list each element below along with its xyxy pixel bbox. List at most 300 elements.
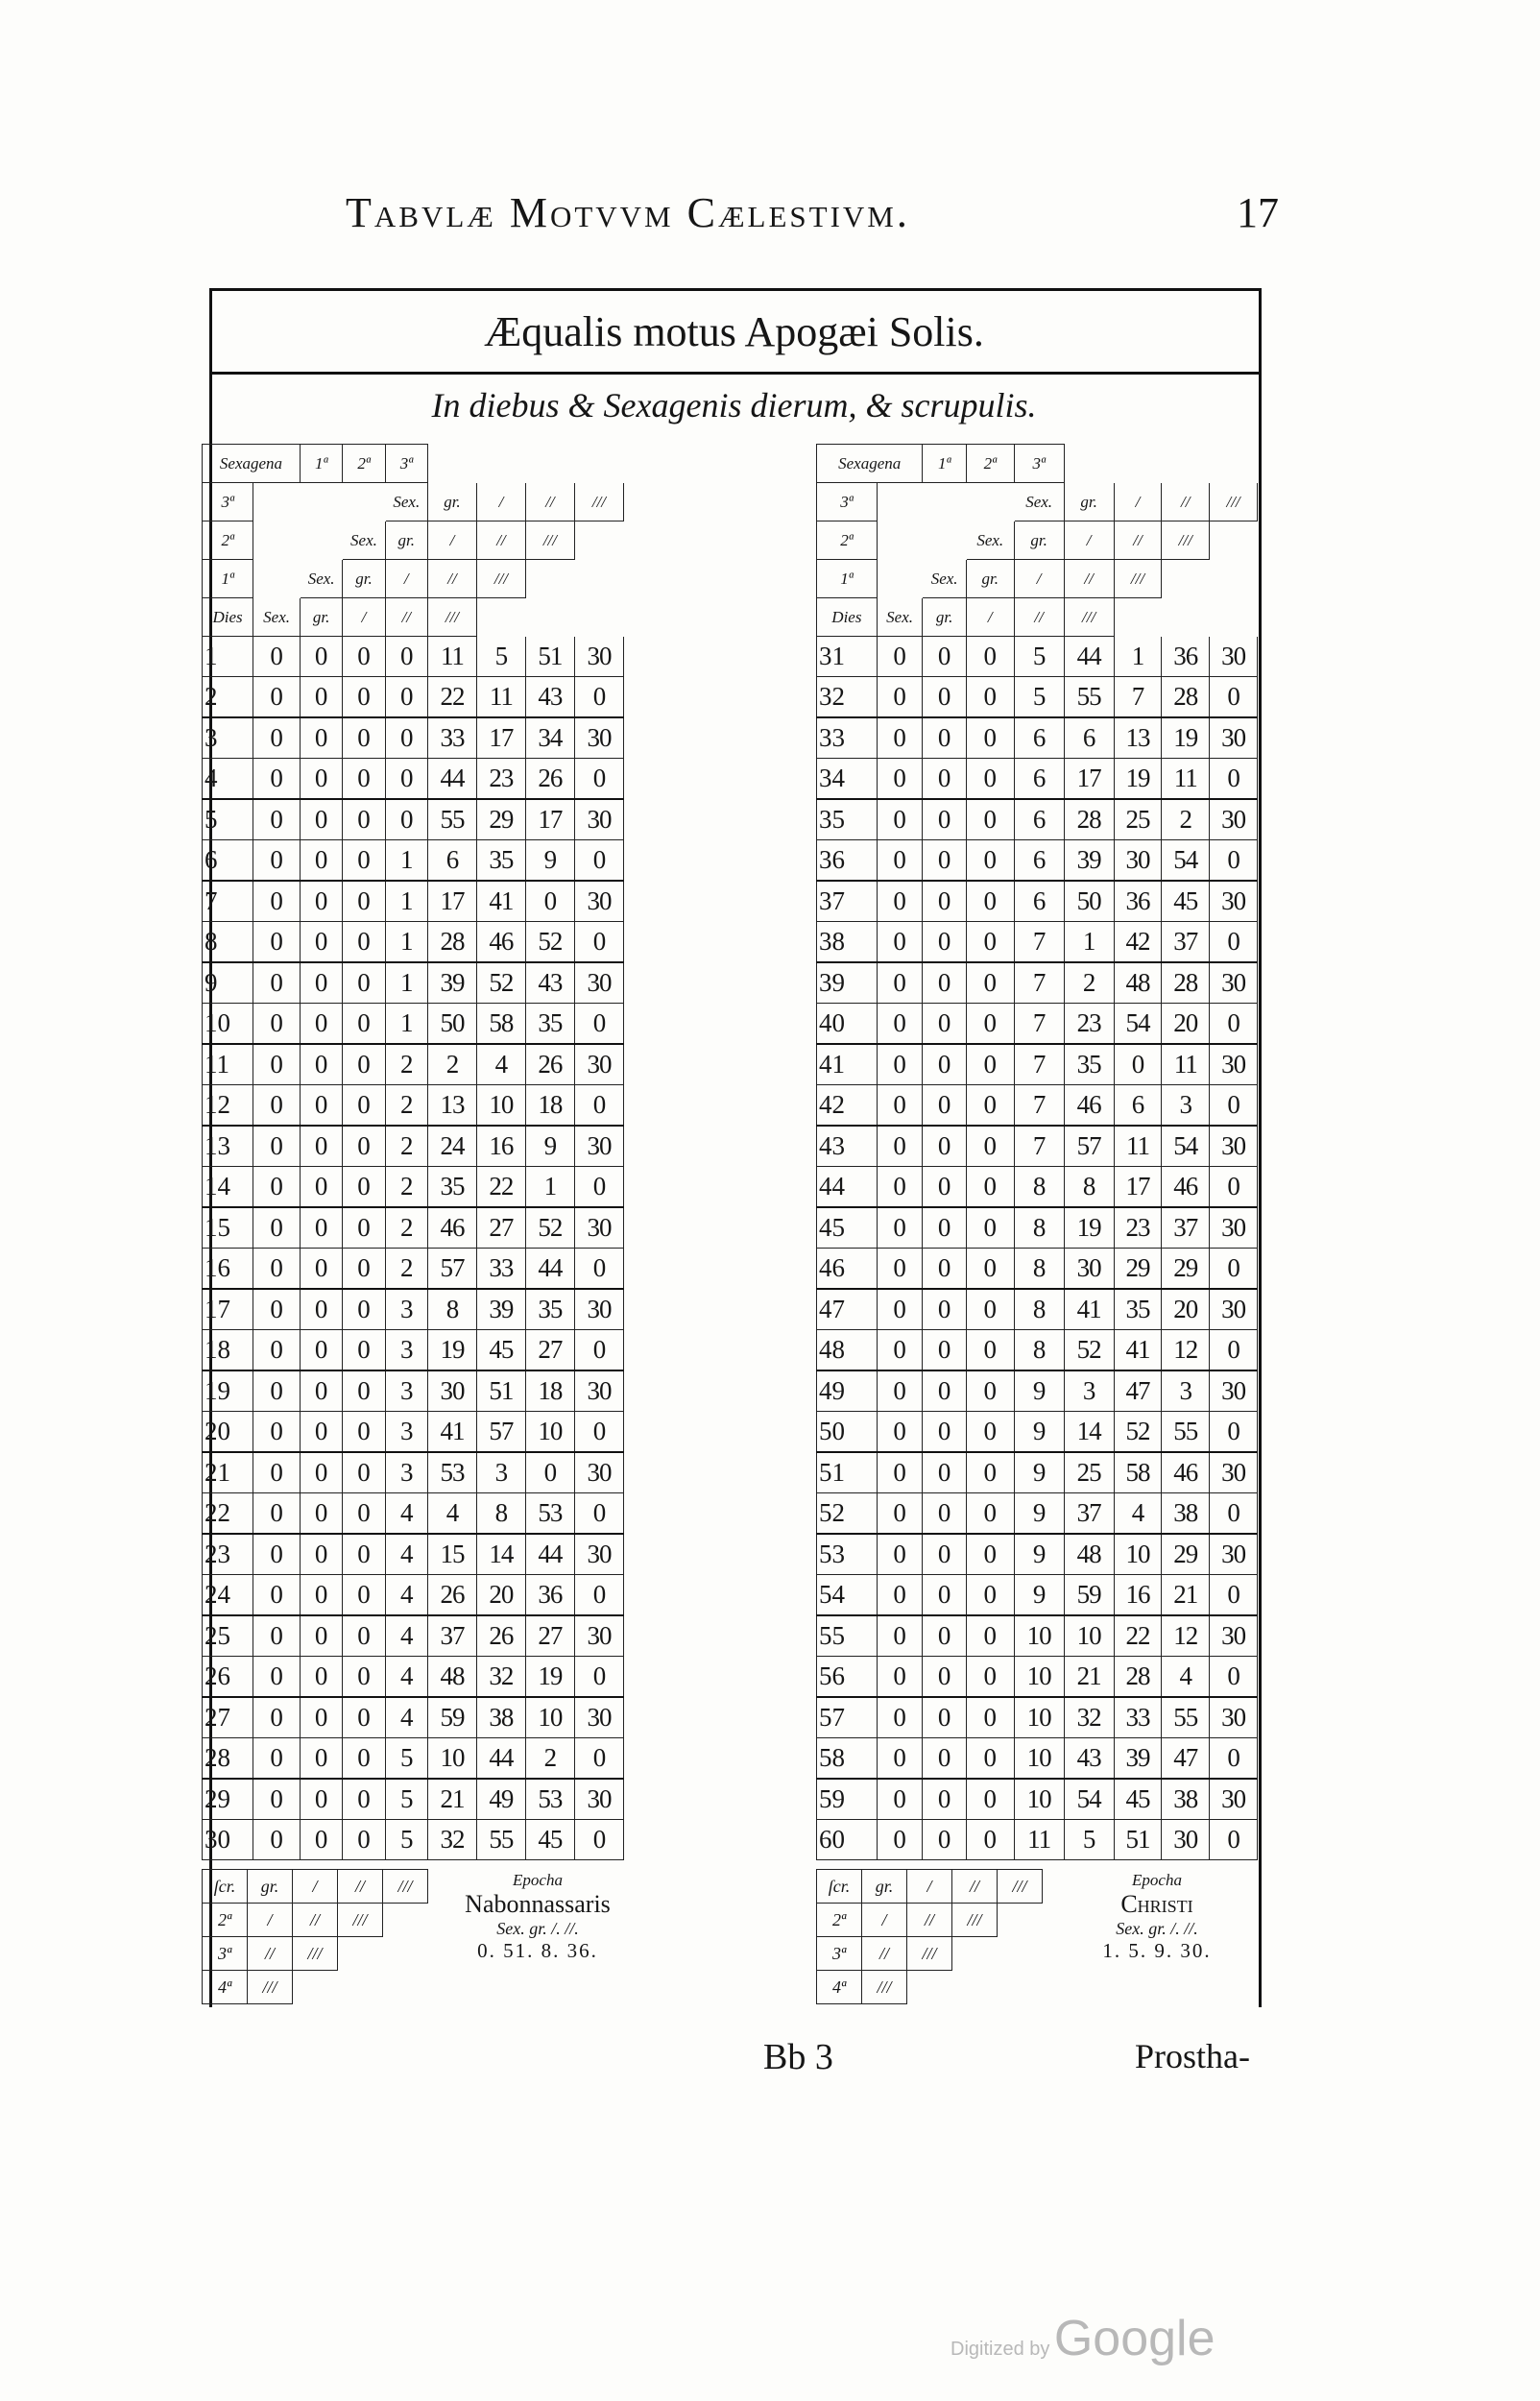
value-cell: 29	[1162, 1249, 1210, 1290]
value-cell: 0	[1210, 1330, 1258, 1371]
header-m2: //	[1114, 521, 1162, 560]
header-row-2: 2ª	[817, 521, 878, 560]
value-cell: 47	[1114, 1370, 1162, 1412]
day-cell: 28	[203, 1738, 253, 1780]
value-cell: 1	[385, 962, 427, 1004]
value-cell: 8	[1014, 1330, 1064, 1371]
right-table-body	[817, 637, 1258, 1860]
watermark-prefix: Digitized by	[950, 2339, 1050, 2360]
header-m3: ///	[427, 598, 476, 637]
value-cell: 0	[877, 1085, 923, 1127]
day-cell: 48	[817, 1330, 878, 1371]
value-cell: 4	[385, 1493, 427, 1535]
value-cell: 0	[574, 1167, 623, 1208]
value-cell: 6	[1014, 759, 1064, 800]
value-cell: 3	[385, 1452, 427, 1493]
footer-gr: gr.	[862, 1870, 907, 1904]
value-cell: 52	[1114, 1412, 1162, 1453]
value-cell: 2	[385, 1085, 427, 1127]
value-cell: 5	[1014, 677, 1064, 718]
header-blank	[253, 521, 343, 560]
day-cell: 54	[817, 1575, 878, 1616]
header-sex: Sex.	[1014, 483, 1064, 521]
table-row	[817, 1249, 1258, 1290]
value-cell: 10	[1014, 1779, 1064, 1820]
value-cell: 0	[1210, 759, 1258, 800]
header-m1: /	[1014, 560, 1064, 598]
value-cell: 39	[1114, 1738, 1162, 1780]
value-cell: 0	[1210, 677, 1258, 718]
value-cell: 0	[923, 1575, 966, 1616]
day-cell: 46	[817, 1249, 878, 1290]
header-sex: Sex.	[877, 598, 923, 637]
value-cell: 26	[525, 759, 574, 800]
header-m2: //	[476, 521, 525, 560]
value-cell: 44	[525, 1249, 574, 1290]
header-m1: /	[966, 598, 1014, 637]
day-cell: 42	[817, 1085, 878, 1127]
day-cell: 27	[203, 1697, 253, 1738]
table-row	[203, 1370, 624, 1412]
value-cell: 52	[525, 1207, 574, 1249]
value-cell: 0	[877, 1657, 923, 1698]
value-cell: 0	[343, 1412, 385, 1453]
value-cell: 23	[1114, 1207, 1162, 1249]
value-cell: 4	[385, 1615, 427, 1657]
value-cell: 30	[574, 962, 623, 1004]
value-cell: 30	[1210, 1615, 1258, 1657]
footer-m2: //	[952, 1870, 998, 1904]
value-cell: 9	[1014, 1370, 1064, 1412]
value-cell: 0	[300, 1207, 342, 1249]
value-cell: 0	[343, 1820, 385, 1860]
value-cell: 2	[385, 1249, 427, 1290]
footer-m1: /	[862, 1904, 907, 1937]
header-sex: Sex.	[300, 560, 342, 598]
value-cell: 58	[476, 1004, 525, 1045]
value-cell: 45	[476, 1330, 525, 1371]
value-cell: 36	[1162, 637, 1210, 677]
value-cell: 9	[1014, 1493, 1064, 1535]
value-cell: 0	[300, 1534, 342, 1575]
value-cell: 0	[343, 1493, 385, 1535]
value-cell: 46	[1162, 1452, 1210, 1493]
value-cell: 30	[1210, 1126, 1258, 1167]
value-cell: 37	[1064, 1493, 1114, 1535]
value-cell: 30	[574, 1126, 623, 1167]
value-cell: 52	[476, 962, 525, 1004]
value-cell: 19	[525, 1657, 574, 1698]
value-cell: 0	[300, 799, 342, 840]
day-cell: 10	[203, 1004, 253, 1045]
value-cell: 30	[574, 1370, 623, 1412]
value-cell: 0	[300, 677, 342, 718]
header-sexagena: Sexagena	[817, 445, 923, 483]
day-cell: 16	[203, 1249, 253, 1290]
value-cell: 30	[1210, 1452, 1258, 1493]
value-cell: 0	[966, 1738, 1014, 1780]
value-cell: 0	[574, 922, 623, 963]
value-cell: 20	[1162, 1289, 1210, 1330]
value-cell: 0	[300, 962, 342, 1004]
header-dies: Dies	[817, 598, 878, 637]
value-cell: 10	[476, 1085, 525, 1127]
header-gr: gr.	[427, 483, 476, 521]
value-cell: 0	[877, 1779, 923, 1820]
header-m1: /	[343, 598, 385, 637]
value-cell: 10	[1114, 1534, 1162, 1575]
value-cell: 0	[343, 1697, 385, 1738]
header-blank	[1114, 598, 1257, 637]
value-cell: 30	[1210, 637, 1258, 677]
value-cell: 27	[525, 1330, 574, 1371]
value-cell: 0	[1210, 1575, 1258, 1616]
value-cell: 2	[385, 1167, 427, 1208]
header-row-1: 1ª	[203, 560, 253, 598]
value-cell: 0	[253, 1330, 301, 1371]
value-cell: 0	[253, 1289, 301, 1330]
table-row	[817, 922, 1258, 963]
value-cell: 30	[574, 1779, 623, 1820]
header-m3: ///	[476, 560, 525, 598]
header-blank	[1162, 560, 1258, 598]
value-cell: 0	[574, 1820, 623, 1860]
value-cell: 10	[1014, 1697, 1064, 1738]
footer-r2: 2ª	[203, 1904, 248, 1937]
value-cell: 19	[1162, 717, 1210, 759]
value-cell: 0	[877, 1615, 923, 1657]
value-cell: 0	[300, 1412, 342, 1453]
value-cell: 17	[1064, 759, 1114, 800]
epoch-nabonassar	[437, 1871, 638, 1963]
day-cell: 14	[203, 1167, 253, 1208]
value-cell: 0	[966, 759, 1014, 800]
value-cell: 0	[1210, 1249, 1258, 1290]
day-cell: 60	[817, 1820, 878, 1860]
table-row	[817, 1167, 1258, 1208]
value-cell: 47	[1162, 1738, 1210, 1780]
value-cell: 0	[923, 1207, 966, 1249]
value-cell: 30	[1210, 1370, 1258, 1412]
value-cell: 54	[1064, 1779, 1114, 1820]
day-cell: 11	[203, 1044, 253, 1085]
value-cell: 0	[877, 1534, 923, 1575]
table-row	[203, 1615, 624, 1657]
value-cell: 17	[525, 799, 574, 840]
header-gr: gr.	[300, 598, 342, 637]
value-cell: 7	[1014, 922, 1064, 963]
value-cell: 30	[574, 1044, 623, 1085]
value-cell: 3	[385, 1412, 427, 1453]
value-cell: 0	[1210, 1004, 1258, 1045]
value-cell: 0	[923, 1738, 966, 1780]
signature-mark: Bb 3	[763, 2037, 833, 2077]
value-cell: 0	[966, 1493, 1014, 1535]
value-cell: 2	[1064, 962, 1114, 1004]
table-row	[203, 1820, 624, 1860]
value-cell: 0	[300, 1697, 342, 1738]
value-cell: 0	[877, 1493, 923, 1535]
day-cell: 55	[817, 1615, 878, 1657]
value-cell: 0	[300, 840, 342, 882]
value-cell: 0	[253, 799, 301, 840]
value-cell: 19	[1114, 759, 1162, 800]
value-cell: 19	[1064, 1207, 1114, 1249]
value-cell: 2	[1162, 799, 1210, 840]
value-cell: 0	[253, 1126, 301, 1167]
value-cell: 17	[1114, 1167, 1162, 1208]
day-cell: 1	[203, 637, 253, 677]
value-cell: 30	[1210, 962, 1258, 1004]
value-cell: 28	[427, 922, 476, 963]
value-cell: 12	[1162, 1615, 1210, 1657]
header-blank	[253, 483, 385, 521]
day-cell: 37	[817, 881, 878, 922]
value-cell: 39	[476, 1289, 525, 1330]
value-cell: 0	[923, 1085, 966, 1127]
value-cell: 0	[923, 1820, 966, 1860]
value-cell: 30	[1210, 1697, 1258, 1738]
day-cell: 29	[203, 1779, 253, 1820]
day-cell: 35	[817, 799, 878, 840]
header-m1: /	[427, 521, 476, 560]
value-cell: 4	[385, 1534, 427, 1575]
table-row	[817, 1738, 1258, 1780]
footer-m3: ///	[907, 1937, 952, 1971]
value-cell: 0	[300, 1452, 342, 1493]
value-cell: 26	[476, 1615, 525, 1657]
value-cell: 2	[427, 1044, 476, 1085]
day-cell: 24	[203, 1575, 253, 1616]
value-cell: 0	[923, 881, 966, 922]
value-cell: 0	[966, 1657, 1014, 1698]
value-cell: 37	[427, 1615, 476, 1657]
epoch-value: 1. 5. 9. 30.	[1102, 1939, 1212, 1962]
value-cell: 54	[1114, 1004, 1162, 1045]
value-cell: 10	[1014, 1738, 1064, 1780]
table-row	[817, 1085, 1258, 1127]
value-cell: 55	[1162, 1697, 1210, 1738]
value-cell: 6	[1014, 799, 1064, 840]
value-cell: 28	[1162, 962, 1210, 1004]
value-cell: 0	[300, 1657, 342, 1698]
value-cell: 11	[427, 637, 476, 677]
value-cell: 0	[343, 759, 385, 800]
value-cell: 22	[1114, 1615, 1162, 1657]
table-row	[817, 1126, 1258, 1167]
header-sexagena: Sexagena	[203, 445, 301, 483]
value-cell: 38	[476, 1697, 525, 1738]
value-cell: 0	[923, 759, 966, 800]
table-row	[203, 677, 624, 718]
header-gr: gr.	[1064, 483, 1114, 521]
value-cell: 30	[574, 1207, 623, 1249]
value-cell: 30	[1064, 1249, 1114, 1290]
header-col-2: 2ª	[343, 445, 385, 483]
day-cell: 47	[817, 1289, 878, 1330]
value-cell: 5	[385, 1779, 427, 1820]
value-cell: 30	[1210, 717, 1258, 759]
value-cell: 0	[253, 637, 301, 677]
epoch-units: Sex. gr. /. //.	[496, 1919, 579, 1938]
day-cell: 4	[203, 759, 253, 800]
value-cell: 0	[253, 1738, 301, 1780]
header-m1: /	[476, 483, 525, 521]
day-cell: 20	[203, 1412, 253, 1453]
day-cell: 21	[203, 1452, 253, 1493]
value-cell: 1	[525, 1167, 574, 1208]
header-gr: gr.	[923, 598, 966, 637]
value-cell: 3	[385, 1370, 427, 1412]
value-cell: 8	[476, 1493, 525, 1535]
value-cell: 0	[877, 1370, 923, 1412]
value-cell: 0	[343, 1575, 385, 1616]
value-cell: 30	[574, 637, 623, 677]
value-cell: 0	[966, 1249, 1014, 1290]
left-footer-scale	[202, 1869, 428, 2004]
header-col-1: 1ª	[923, 445, 966, 483]
header-gr: gr.	[966, 560, 1014, 598]
value-cell: 0	[923, 922, 966, 963]
value-cell: 41	[1114, 1330, 1162, 1371]
table-row	[817, 1004, 1258, 1045]
value-cell: 2	[385, 1044, 427, 1085]
value-cell: 0	[574, 1004, 623, 1045]
header-dies: Dies	[203, 598, 253, 637]
value-cell: 29	[1162, 1534, 1210, 1575]
day-cell: 59	[817, 1779, 878, 1820]
value-cell: 0	[343, 962, 385, 1004]
footer-r2: 2ª	[817, 1904, 862, 1937]
value-cell: 32	[427, 1820, 476, 1860]
epoch-name: Nabonnassaris	[465, 1890, 611, 1918]
day-cell: 31	[817, 637, 878, 677]
value-cell: 0	[923, 1044, 966, 1085]
value-cell: 12	[1162, 1330, 1210, 1371]
table-row	[817, 840, 1258, 882]
footer-gr: gr.	[248, 1870, 293, 1904]
value-cell: 10	[427, 1738, 476, 1780]
value-cell: 54	[1162, 1126, 1210, 1167]
day-cell: 18	[203, 1330, 253, 1371]
value-cell: 8	[1014, 1289, 1064, 1330]
value-cell: 9	[525, 1126, 574, 1167]
value-cell: 0	[300, 1044, 342, 1085]
value-cell: 0	[877, 717, 923, 759]
day-cell: 6	[203, 840, 253, 882]
value-cell: 0	[574, 1412, 623, 1453]
header-blank	[476, 598, 623, 637]
table-row	[203, 1167, 624, 1208]
header-sex: Sex.	[253, 598, 301, 637]
value-cell: 0	[966, 1167, 1014, 1208]
table-row	[817, 1207, 1258, 1249]
value-cell: 46	[476, 922, 525, 963]
header-m3: ///	[1162, 521, 1210, 560]
value-cell: 28	[1162, 677, 1210, 718]
value-cell: 46	[1064, 1085, 1114, 1127]
value-cell: 0	[1210, 1820, 1258, 1860]
day-cell: 34	[817, 759, 878, 800]
table-row	[817, 1615, 1258, 1657]
value-cell: 0	[574, 1085, 623, 1127]
value-cell: 11	[1162, 1044, 1210, 1085]
value-cell: 0	[253, 1452, 301, 1493]
footer-m3: ///	[293, 1937, 338, 1971]
value-cell: 21	[1162, 1575, 1210, 1616]
value-cell: 35	[1114, 1289, 1162, 1330]
day-cell: 57	[817, 1697, 878, 1738]
value-cell: 0	[923, 799, 966, 840]
value-cell: 0	[300, 1575, 342, 1616]
value-cell: 0	[300, 1370, 342, 1412]
value-cell: 0	[966, 1575, 1014, 1616]
value-cell: 19	[427, 1330, 476, 1371]
table-row	[817, 1575, 1258, 1616]
value-cell: 0	[923, 962, 966, 1004]
value-cell: 0	[1210, 1412, 1258, 1453]
header-m2: //	[525, 483, 574, 521]
value-cell: 0	[574, 1657, 623, 1698]
value-cell: 0	[966, 1330, 1014, 1371]
value-cell: 0	[877, 677, 923, 718]
value-cell: 4	[385, 1697, 427, 1738]
value-cell: 5	[1014, 637, 1064, 677]
header-blank	[427, 445, 623, 483]
value-cell: 0	[343, 1615, 385, 1657]
value-cell: 33	[476, 1249, 525, 1290]
value-cell: 41	[427, 1412, 476, 1453]
day-cell: 38	[817, 922, 878, 963]
value-cell: 0	[923, 840, 966, 882]
value-cell: 0	[877, 1697, 923, 1738]
value-cell: 5	[385, 1820, 427, 1860]
table-row	[817, 1657, 1258, 1698]
value-cell: 0	[966, 1289, 1014, 1330]
value-cell: 1	[1064, 922, 1114, 963]
day-cell: 25	[203, 1615, 253, 1657]
value-cell: 0	[253, 1615, 301, 1657]
value-cell: 0	[300, 881, 342, 922]
value-cell: 39	[427, 962, 476, 1004]
day-cell: 26	[203, 1657, 253, 1698]
value-cell: 0	[300, 1493, 342, 1535]
footer-m3: ///	[383, 1870, 428, 1904]
table-row	[817, 677, 1258, 718]
value-cell: 30	[574, 799, 623, 840]
day-cell: 13	[203, 1126, 253, 1167]
value-cell: 26	[525, 1044, 574, 1085]
value-cell: 30	[574, 1697, 623, 1738]
value-cell: 0	[877, 1330, 923, 1371]
value-cell: 35	[525, 1004, 574, 1045]
value-cell: 0	[1210, 1738, 1258, 1780]
value-cell: 0	[343, 1044, 385, 1085]
header-m2: //	[1014, 598, 1064, 637]
value-cell: 0	[574, 1738, 623, 1780]
value-cell: 21	[1064, 1657, 1114, 1698]
footer-m2: //	[862, 1937, 907, 1971]
value-cell: 9	[525, 840, 574, 882]
value-cell: 55	[427, 799, 476, 840]
value-cell: 0	[300, 1249, 342, 1290]
value-cell: 6	[427, 840, 476, 882]
value-cell: 6	[1114, 1085, 1162, 1127]
value-cell: 0	[343, 1657, 385, 1698]
value-cell: 55	[1162, 1412, 1210, 1453]
value-cell: 30	[1210, 1207, 1258, 1249]
day-cell: 39	[817, 962, 878, 1004]
